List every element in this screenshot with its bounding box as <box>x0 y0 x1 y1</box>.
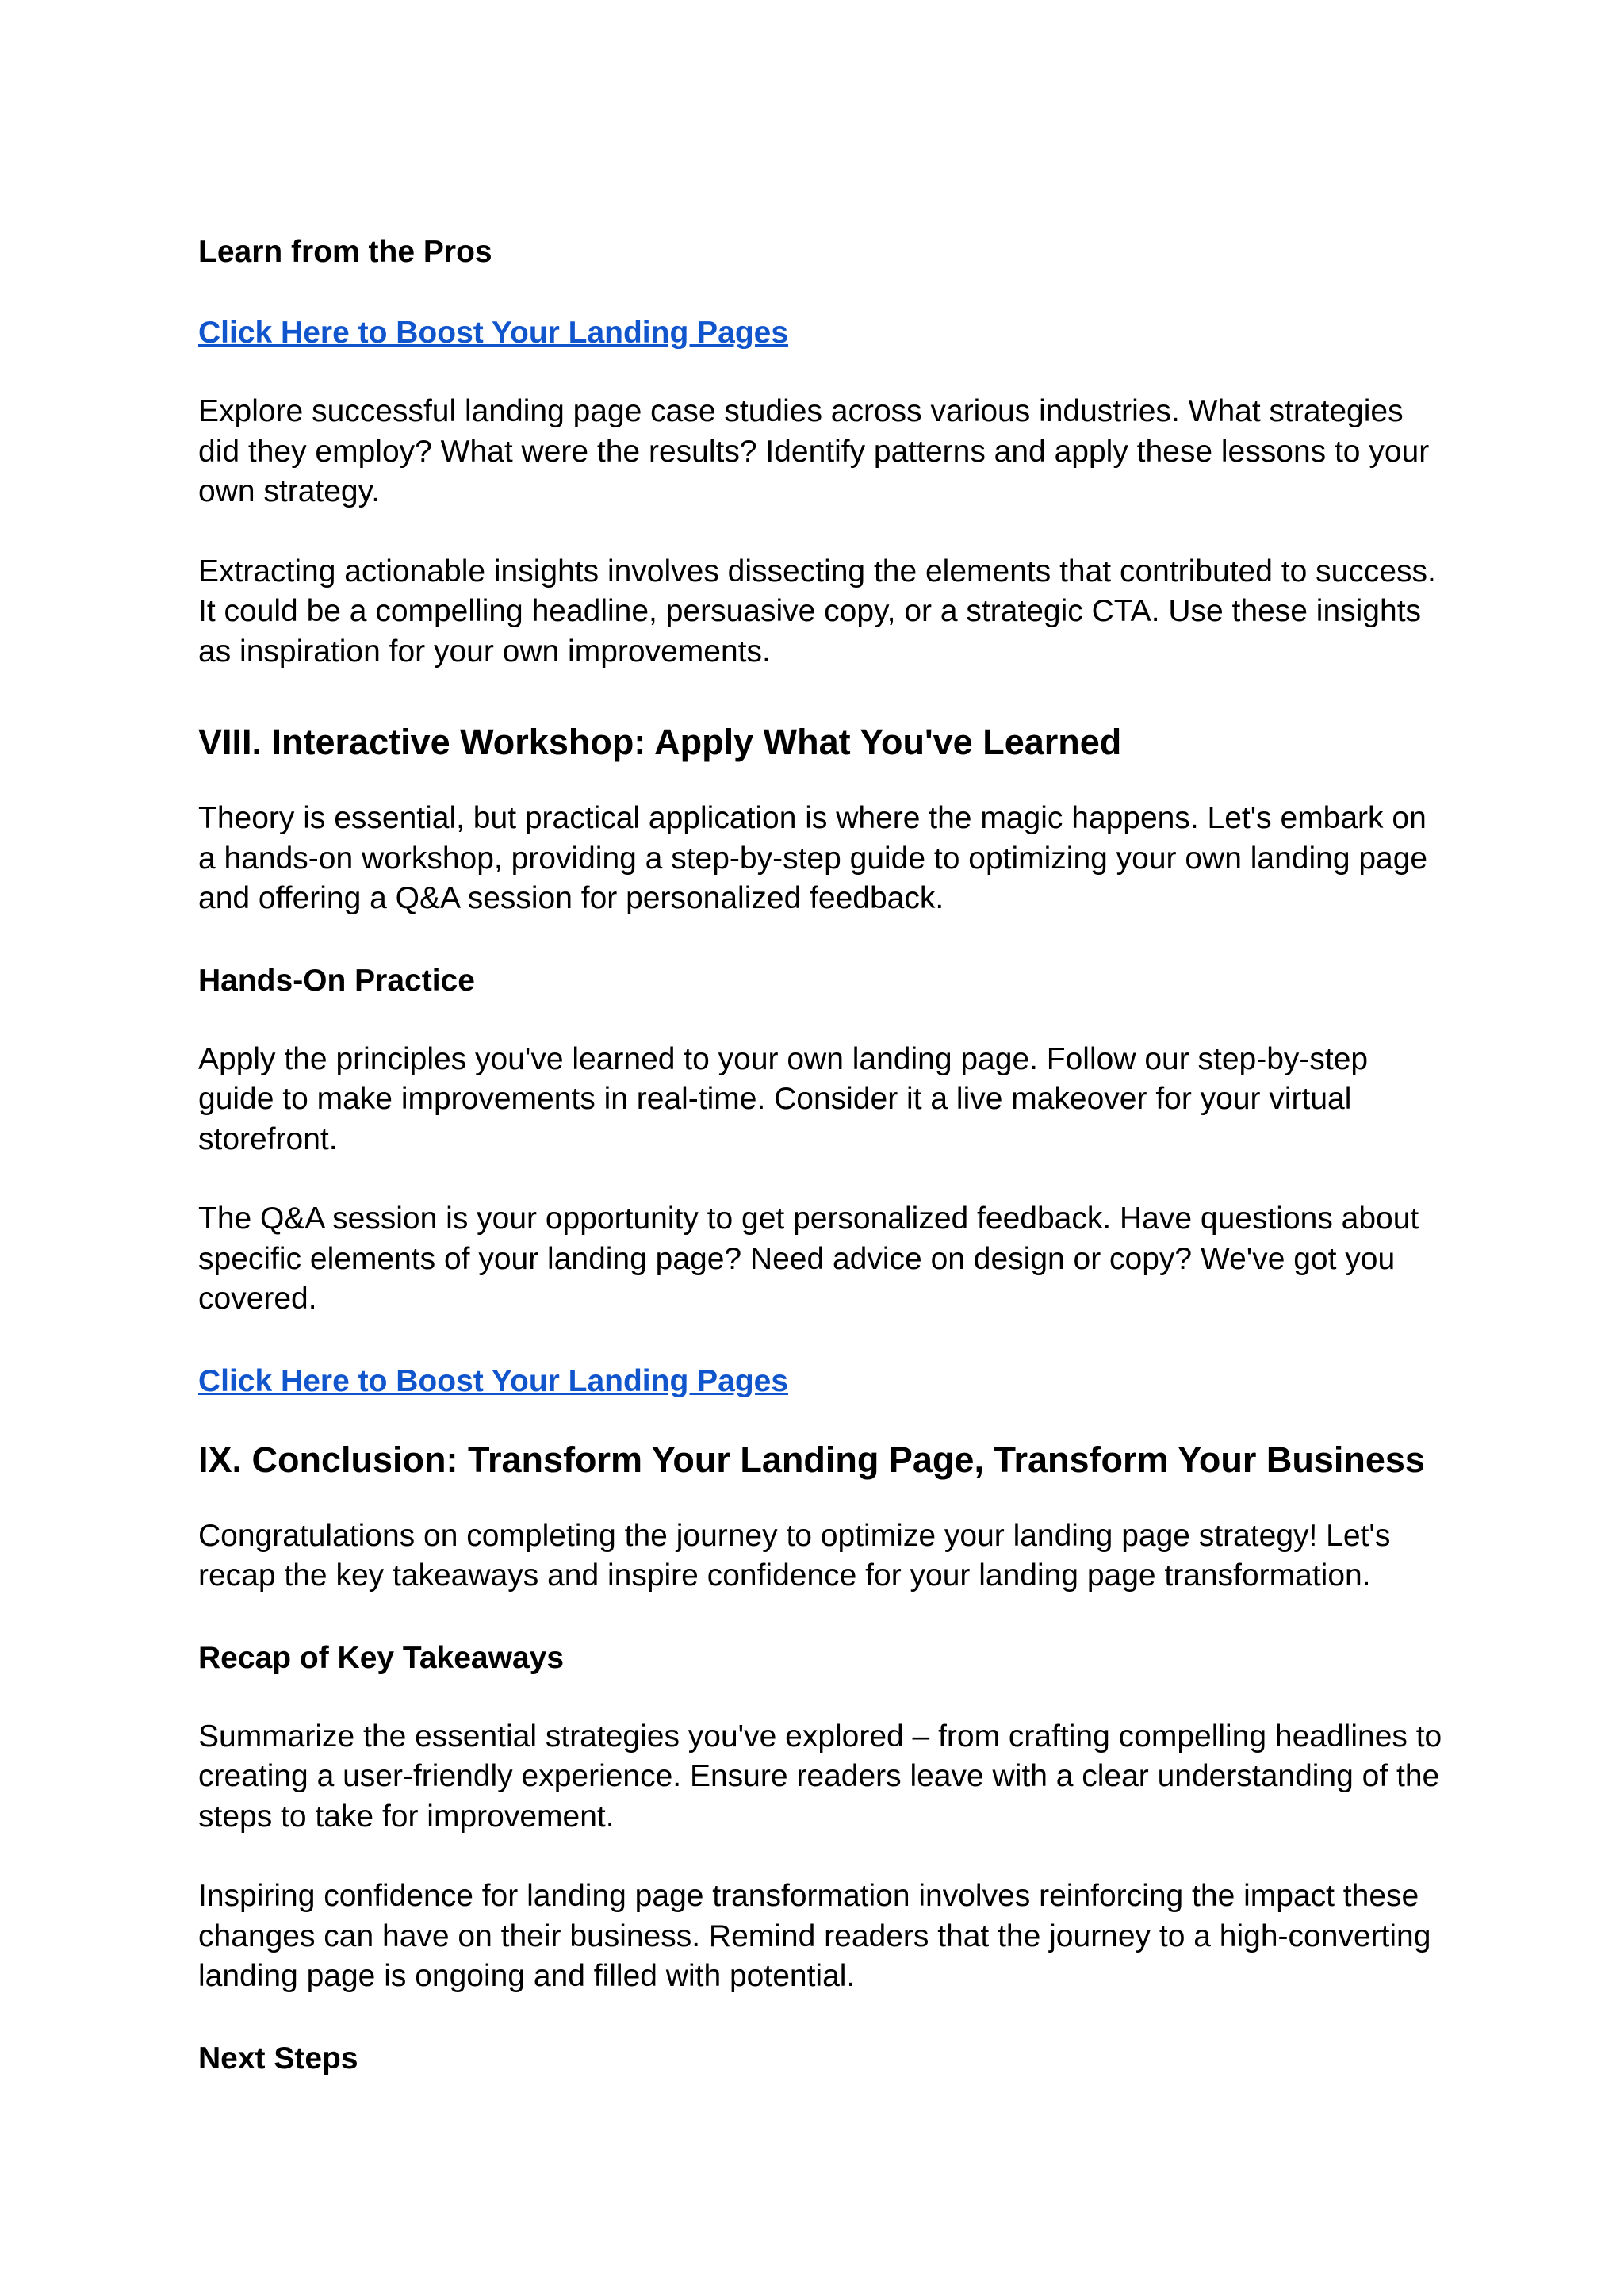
boost-landing-pages-link[interactable]: Click Here to Boost Your Landing Pages <box>198 316 789 350</box>
workshop-intro-paragraph: Theory is essential, but practical application is where the magic happens. Let's embark on a hands-on workshop, providing a step-by-step guide to optimizing your own landing page and offering a Q&A session for personalized feedback. <box>198 801 1428 915</box>
pros-paragraph-2: Extracting actionable insights involves dissecting the elements that contributed to success. It could be a compelling headline, persuasive copy, or a strategic CTA. Use these insights as inspiration for your own improvements. <box>198 554 1436 669</box>
conclusion-intro-paragraph: Congratulations on completing the journey to optimize your landing page strategy! Let's recap the key takeaways and inspire confidence for your landing page transformation. <box>198 1518 1391 1593</box>
hands-on-practice-heading: Hands-On Practice <box>198 963 475 998</box>
document-page <box>198 230 1451 2118</box>
pros-heading: Learn from the Pros <box>198 235 492 269</box>
recap-paragraph-2: Inspiring confidence for landing page transformation involves reinforcing the impact these changes can have on their business. Remind readers that the journey to a high-converting landing page is ongoing and filled with potential. <box>198 1879 1431 1993</box>
hands-on-paragraph-2: The Q&A session is your opportunity to get personalized feedback. Have questions about specific elements of your landing page? Need advice on design or copy? We've got you covered. <box>198 1202 1419 1316</box>
boost-landing-pages-link-2[interactable]: Click Here to Boost Your Landing Pages <box>198 1363 789 1398</box>
next-steps-heading: Next Steps <box>198 2041 358 2076</box>
workshop-section-heading: VIII. Interactive Workshop: Apply What You've Learned <box>198 722 1122 762</box>
pros-paragraph-1: Explore successful landing page case studies across various industries. What strategies did they employ? What were the results? Identify patterns and apply these lessons to your own strategy. <box>198 394 1430 508</box>
conclusion-section-heading: IX. Conclusion: Transform Your Landing Page, Transform Your Business <box>198 1439 1425 1480</box>
recap-heading: Recap of Key Takeaways <box>198 1640 565 1675</box>
hands-on-paragraph-1: Apply the principles you've learned to your own landing page. Follow our step-by-step guide to make improvements in real-time. Consider it a live makeover for your virtual storefront. <box>198 1041 1369 1156</box>
recap-paragraph-1: Summarize the essential strategies you've explored – from crafting compelling headlines to creating a user-friendly experience. Ensure readers leave with a clear understanding of the steps to take for improvement. <box>198 1719 1442 1834</box>
